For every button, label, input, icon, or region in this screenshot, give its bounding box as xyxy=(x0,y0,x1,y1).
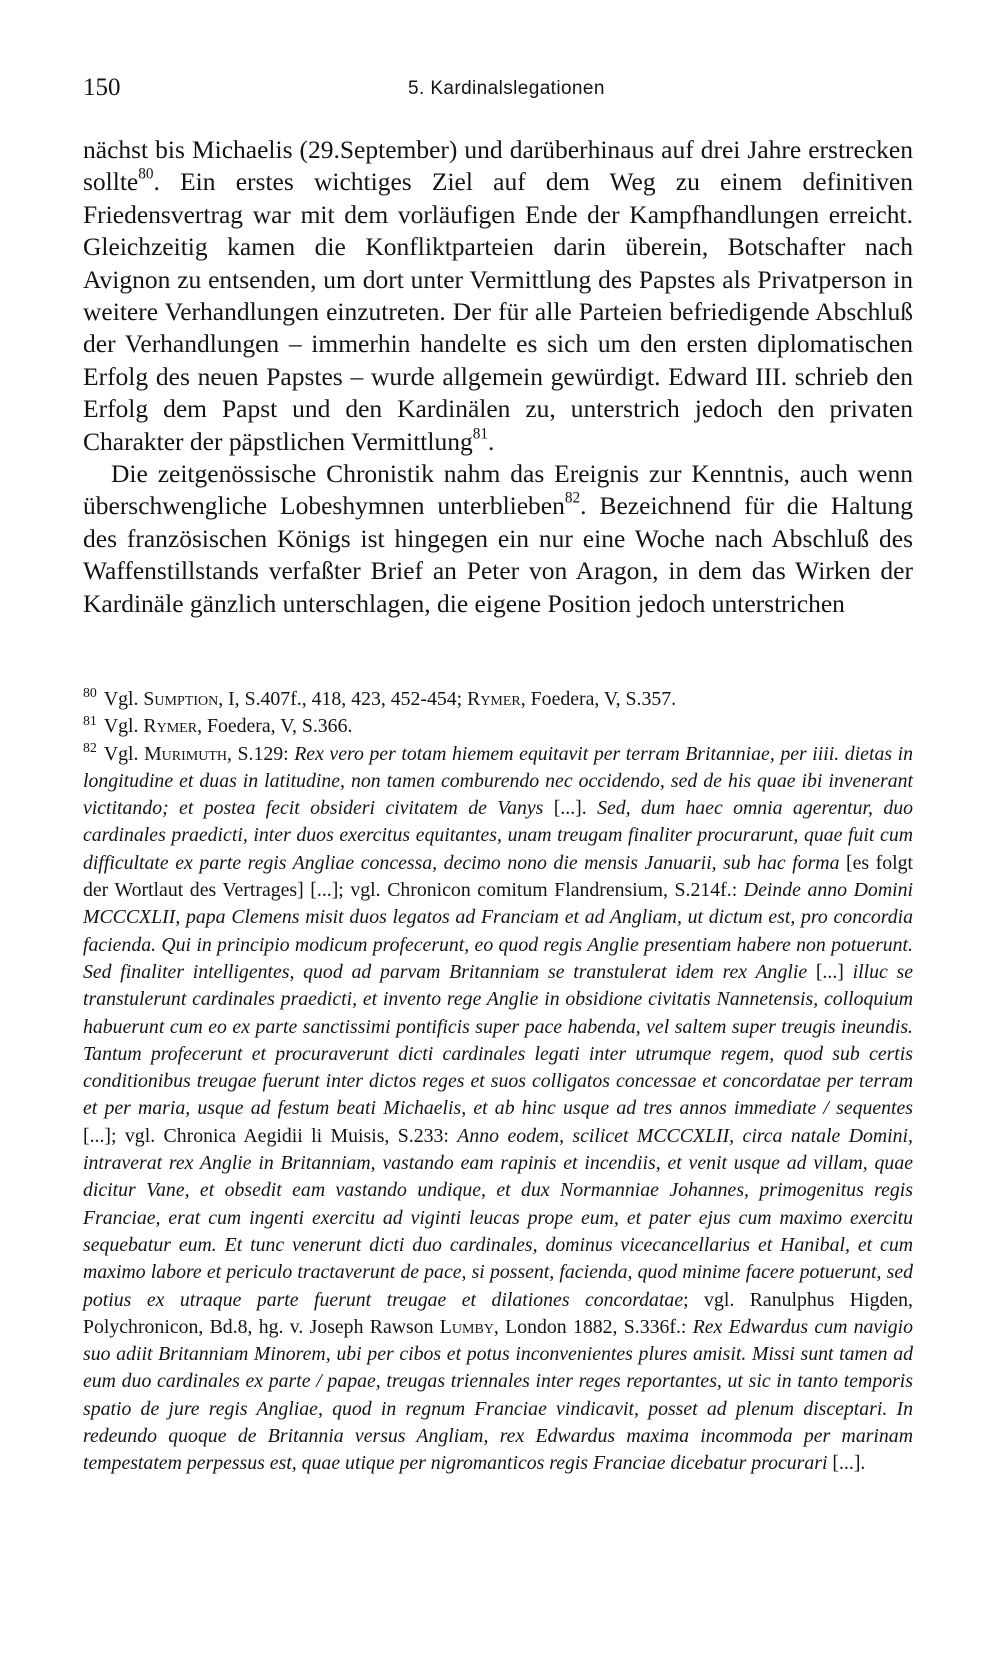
body-paragraph-1: nächst bis Michaelis (29.September) und darüberhinaus auf drei Jahre erstrecken sollte$^{80}$. Ein erstes wichtiges Ziel auf dem Weg zu einem definitiven Friedensvertrag war mit dem vorläufigen Ende der Kampfhandlungen erreicht. Gleichzeitig kamen die Konfliktparteien darin überein, Botschafter nach Avignon zu entsenden, um dort unter Vermittlung des Papstes als Privatperson in weitere Verhandlungen einzutreten. Der für alle Parteien befriedigende Abschluß der Verhandlungen – immerhin handelte es sich um den ersten diplomatischen Erfolg des neuen Papstes – wurde allgemein gewürdigt. Edward III. schrieb den Erfolg dem Papst und den Kardinälen zu, unterstrich jedoch den privaten Charakter der päpstlichen Vermittlung$^{81}$. xyxy=(83,135,913,456)
body-text xyxy=(83,134,913,620)
page-number: 150 xyxy=(83,74,121,101)
running-title: 5. Kardinalslegationen xyxy=(408,78,605,99)
footnote-80: $^{80}$ Vgl. Sumption, I, S.407f., 418, 423, 452-454; Rymer, Foedera, V, S.357. xyxy=(83,685,677,710)
body-paragraph-2: Die zeitgenössische Chronistik nahm das Ereignis zur Kenntnis, auch wenn überschwengliche Lobeshymnen unterblieben$^{82}$. Bezeichnend für die Haltung des französischen Königs ist hingegen ein nur eine Woche nach Abschluß des Waffenstillstands verfaßter Brief an Peter von Aragon, in dem das Wirken der Kardinäle gänzlich unterschlagen, die eigene Position jedoch unterstrichen xyxy=(83,459,913,618)
footnotes xyxy=(83,686,913,1478)
footnote-number: 82 xyxy=(83,739,97,755)
footnote-ref-81[interactable]: 81 xyxy=(472,425,489,443)
page-header xyxy=(83,73,913,103)
footnote-82: $^{82}$ Vgl. Murimuth, S.129: Rex vero per totam hiemem equitavit per terram Britanniae, per iiii. dietas in longitudine et duas in latitudine, non tamen comburendo nec occidendo, sed de his quae ibi invenerant victitando; et postea fecit obsideri civitatem de Vanys [...]. Sed, dum haec omnia agerentur, duo cardinales praedicti, inter duos exercitus equitantes, unam treugam finaliter procurarunt, quae fuit cum difficultate ex parte regis Angliae concessa, decimo nono die mensis Januarii, sub hac forma [es folgt der Wortlaut des Vertrages] [...]; vgl. Chronicon comitum Flandrensium, S.214f.: Deinde anno Domini MCCCXLII, papa Clemens misit duos legatos ad Franciam et ad Angliam, ut dictum est, pro concordia facienda. Qui in principio modicum profecerunt, eo quod regis Anglie presentiam habere non potuerunt. Sed finaliter intelligentes, quod ad parvam Britanniam se transtulerat idem rex Anglie [...] illuc se transtulerunt cardinales praedicti, et invento rege Anglie in obsidione civitatis Nannetensis, colloquium habuerunt cum eo ex parte sanctissimi pontificis super pace habenda, vel saltem super treugis ineundis. Tantum profecerunt et procuraverunt dicti cardinales legati inter utrumque regem, quod sub certis conditionibus treugae fuerunt inter dictos reges et suos colligatos concessae et concordatae per terram et per maria, usque ad festum beati Michaelis, et ab hinc usque ad tres annos immediate / sequentes [...]; vgl. Chronica Aegidii li Muisis, S.233: Anno eodem, scilicet MCCCXLII, circa natale Domini, intraverat rex Anglie in Britanniam, vastando eam rapinis et incendiis, et venit usque ad villam, quae dicitur Vane, et obsedit eam vastando undique, et dux Normanniae Johannes, primogenitus regis Franciae, erat cum ingenti exercitu ad viginti leucas prope eum, et pater ejus cum maximo exercitu sequebatur eum. Et tunc venerunt dicti duo cardinales, dominus vicecancellarius et Hanibal, et cum maximo labore et periculo tractaverunt de pace, si possent, facienda, quod minime facere potuerunt, sed potius ex utraque parte fuerunt treugae et dilationes concordatae; vgl. Ranulphus Higden, Polychronicon, Bd.8, hg. v. Joseph Rawson Lumby, London 1882, S.336f.: Rex Edwardus cum navigio suo adiit Britanniam Minorem, ubi per cibos et potus inconvenientes plures amisit. Missi sunt tamen ad eum duo cardinales ex parte / papae, treugas triennales inter reges reportantes, ut sic in tanto temporis spatio de jure regis Angliae, quod in regnum Franciae vindicavit, posset ad plenum disceptari. In redeundo quoque de Britannia versus Angliam, rex Edwardus maxima incommoda per marinam tempestatem perpessus est, quae utique per nigromanticos regis Franciae dicebatur procurari [...]. xyxy=(83,739,914,1475)
footnote-ref-82[interactable]: 82 xyxy=(564,490,581,507)
footnote-number: 81 xyxy=(83,712,97,728)
footnote-81: $^{81}$ Vgl. Rymer, Foedera, V, S.366. xyxy=(83,712,353,738)
footnote-ref-80[interactable]: 80 xyxy=(138,165,154,183)
footnote-number: 80 xyxy=(83,685,97,701)
